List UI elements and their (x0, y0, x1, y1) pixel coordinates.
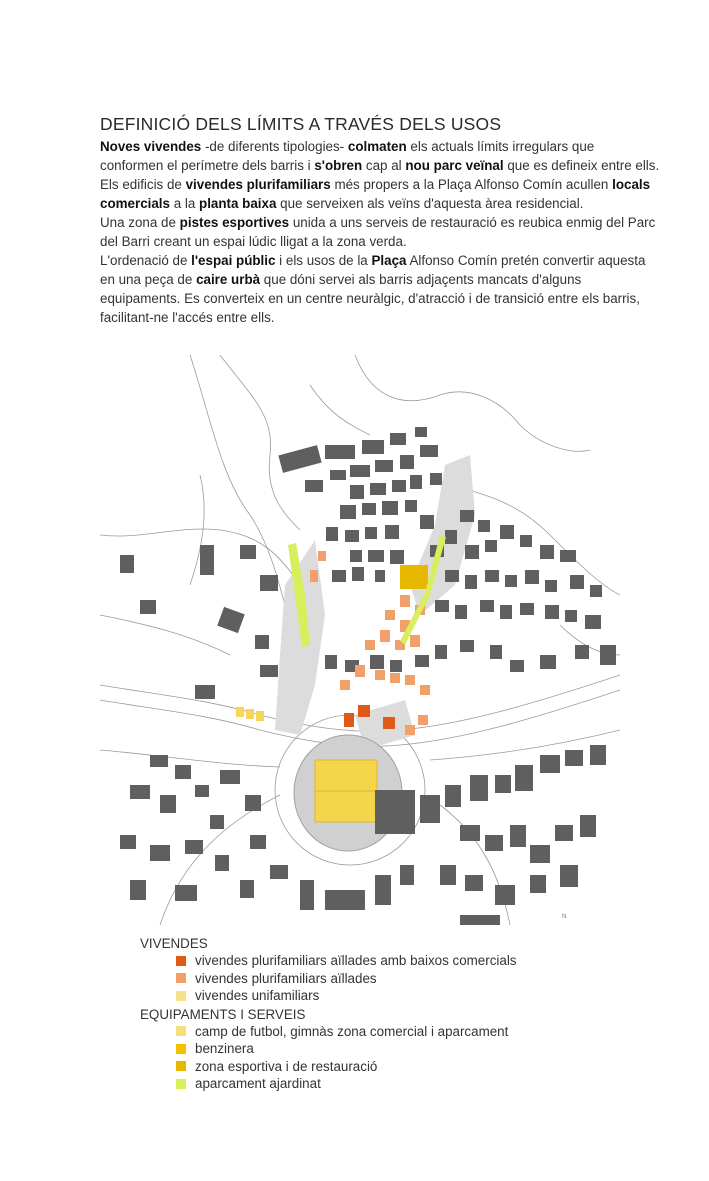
paragraph-text: que es defineix entre ells. (503, 158, 660, 173)
legend-swatch (176, 1061, 186, 1071)
legend-item (140, 970, 660, 988)
legend-group-title: VIVENDES (140, 936, 208, 951)
legend-item (140, 952, 660, 970)
legend-swatch (176, 1079, 186, 1089)
buildings (120, 427, 616, 925)
emphasis-text: colmaten (347, 139, 407, 154)
emphasis-text: locals comercials (100, 177, 651, 211)
paragraph (100, 213, 660, 251)
legend-label: camp de futbol, gimnàs zona comercial i aparcament (195, 1023, 509, 1039)
legend-label: vivendes unifamiliars (195, 988, 320, 1004)
map-legend (140, 936, 660, 1093)
legend-swatch (176, 1044, 186, 1054)
north-label: N (562, 914, 567, 920)
paragraph-text: -de diferents tipologies- (201, 139, 348, 154)
emphasis-text: nou parc veïnal (405, 158, 504, 173)
emphasis-text: caire urbà (196, 272, 261, 287)
legend-label: benzinera (195, 1041, 254, 1057)
emphasis-text: Plaça (371, 253, 407, 268)
paragraph (100, 251, 660, 327)
description-text (100, 137, 660, 327)
emphasis-text: vivendes plurifamiliars (185, 177, 331, 192)
paragraph-text: Els edificis de (100, 177, 186, 192)
legend-label: aparcament ajardinat (195, 1076, 321, 1092)
emphasis-text: planta baixa (199, 196, 277, 211)
legend-swatch (176, 991, 186, 1001)
legend-group-title: EQUIPAMENTS I SERVEIS (140, 1006, 306, 1022)
emphasis-text: s'obren (314, 158, 363, 173)
emphasis-text: l'espai públic (191, 253, 276, 268)
paragraph-text: Alfonso Comín pretén convertir aquesta en una peça de (100, 253, 646, 287)
paragraph-text: L'ordenació de (100, 253, 192, 268)
paragraph-text: i els usos de la (275, 253, 372, 268)
paragraph (100, 137, 660, 175)
paragraph-text: que serveixen als veïns d'aquesta àrea residencial. (276, 196, 584, 211)
legend-label: zona esportiva i de restauració (195, 1058, 378, 1074)
site-plan-map (100, 355, 620, 925)
legend-swatch (176, 973, 186, 983)
unifamiliar-houses (236, 707, 264, 721)
legend-item (140, 1075, 660, 1093)
emphasis-text: pistes esportives (179, 215, 290, 230)
page-title: DEFINICIÓ DELS LÍMITS A TRAVÉS DELS USOS (100, 114, 502, 134)
paragraph-text: cap al (362, 158, 406, 173)
paragraph-text: unida a uns serveis de restauració es reubica enmig del Parc del Barri creant un espai lúdic lligat a la zona verda. (100, 215, 656, 249)
paragraph-text: més propers a la Plaça Alfonso Comín acullen (330, 177, 613, 192)
legend-swatch (176, 1026, 186, 1036)
legend-item (140, 1058, 660, 1076)
paragraph-text: que dóni servei als barris adjaçents mancats d'alguns equipaments. Es converteix en un centre neuràlgic, d'atracció i de transició entre els barris, facilitant-ne l'accés entre ells. (100, 272, 640, 325)
legend-label: vivendes plurifamiliars aïllades amb baixos comercials (195, 953, 517, 969)
paragraph (100, 175, 660, 213)
legend-swatch (176, 956, 186, 966)
paragraph-text: Una zona de (100, 215, 180, 230)
paragraph-text: els actuals límits irregulars que conformen el perímetre dels barris i (100, 139, 595, 173)
sports-zone (400, 565, 428, 589)
north-arrow (562, 914, 566, 920)
legend-item (140, 1023, 660, 1041)
legend-item (140, 1040, 660, 1058)
legend-label: vivendes plurifamiliars aïllades (195, 970, 377, 986)
paragraph-text: a la (169, 196, 200, 211)
legend-item (140, 987, 660, 1005)
emphasis-text: Noves vivendes (100, 139, 202, 154)
